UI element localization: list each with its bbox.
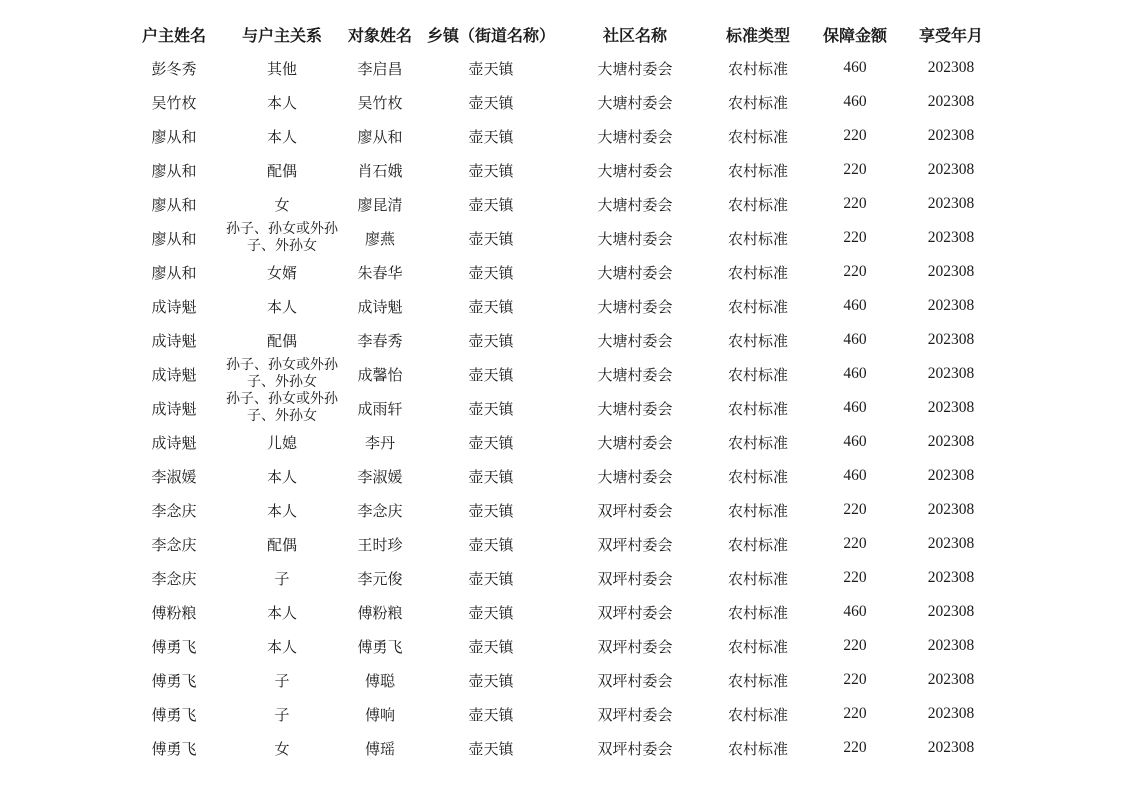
recipient-name-cell: 朱春华 [357, 263, 403, 282]
table-row [0, 119, 1122, 153]
town-cell: 壶天镇 [468, 365, 514, 384]
community-cell: 大塘村委会 [597, 297, 673, 316]
household-head-cell: 成诗魁 [151, 365, 197, 384]
amount-cell: 220 [843, 263, 867, 280]
table-row [0, 561, 1122, 595]
household-head-cell: 廖从和 [151, 229, 197, 248]
relationship-cell: 子 [274, 569, 290, 588]
month-cell: 202308 [927, 739, 975, 756]
community-cell: 大塘村委会 [597, 93, 673, 112]
month-cell: 202308 [927, 705, 975, 722]
table-row [0, 493, 1122, 527]
month-cell: 202308 [927, 467, 975, 484]
household-head-cell: 廖从和 [151, 161, 197, 180]
month-cell: 202308 [927, 569, 975, 586]
household-head-cell: 李淑媛 [151, 467, 197, 486]
relationship-cell: 本人 [266, 637, 297, 656]
household-head-cell: 成诗魁 [151, 297, 197, 316]
town-cell: 壶天镇 [468, 263, 514, 282]
header-month: 享受年月 [918, 25, 983, 45]
amount-cell: 460 [843, 297, 867, 314]
table-row [0, 731, 1122, 765]
standard-type-cell: 农村标准 [727, 467, 788, 486]
header-relationship: 与户主关系 [241, 25, 322, 45]
recipient-name-cell: 傅响 [364, 705, 395, 724]
table-row [0, 323, 1122, 357]
table-row [0, 425, 1122, 459]
relationship-cell: 其他 [266, 59, 297, 78]
recipient-name-cell: 傅粉粮 [357, 603, 403, 622]
month-cell: 202308 [927, 399, 975, 416]
community-cell: 双坪村委会 [597, 739, 673, 758]
town-cell: 壶天镇 [468, 603, 514, 622]
community-cell: 双坪村委会 [597, 569, 673, 588]
table-row [0, 221, 1122, 255]
standard-type-cell: 农村标准 [727, 501, 788, 520]
community-cell: 双坪村委会 [597, 535, 673, 554]
recipient-name-cell: 吴竹枚 [357, 93, 403, 112]
household-head-cell: 成诗魁 [151, 433, 197, 452]
household-head-cell: 廖从和 [151, 195, 197, 214]
standard-type-cell: 农村标准 [727, 637, 788, 656]
community-cell: 大塘村委会 [597, 399, 673, 418]
standard-type-cell: 农村标准 [727, 739, 788, 758]
household-head-cell: 彭冬秀 [151, 59, 197, 78]
town-cell: 壶天镇 [468, 93, 514, 112]
standard-type-cell: 农村标准 [727, 603, 788, 622]
relationship-cell: 本人 [266, 603, 297, 622]
recipient-name-cell: 傅勇飞 [357, 637, 403, 656]
recipient-name-cell: 廖昆清 [357, 195, 403, 214]
table-row [0, 357, 1122, 391]
recipient-name-cell: 李元俊 [357, 569, 403, 588]
town-cell: 壶天镇 [468, 195, 514, 214]
amount-cell: 220 [843, 569, 867, 586]
relationship-cell: 子 [274, 671, 290, 690]
amount-cell: 460 [843, 399, 867, 416]
standard-type-cell: 农村标准 [727, 127, 788, 146]
table-row [0, 391, 1122, 425]
standard-type-cell: 农村标准 [727, 433, 788, 452]
household-head-cell: 廖从和 [151, 263, 197, 282]
recipient-name-cell: 李启昌 [357, 59, 403, 78]
standard-type-cell: 农村标准 [727, 263, 788, 282]
standard-type-cell: 农村标准 [727, 331, 788, 350]
standard-type-cell: 农村标准 [727, 399, 788, 418]
recipient-name-cell: 李春秀 [357, 331, 403, 350]
household-head-cell: 李念庆 [151, 501, 197, 520]
month-cell: 202308 [927, 297, 975, 314]
amount-cell: 460 [843, 467, 867, 484]
community-cell: 大塘村委会 [597, 59, 673, 78]
month-cell: 202308 [927, 365, 975, 382]
town-cell: 壶天镇 [468, 739, 514, 758]
table-row [0, 527, 1122, 561]
relationship-cell: 配偶 [266, 161, 297, 180]
recipient-name-cell: 肖石娥 [357, 161, 403, 180]
town-cell: 壶天镇 [468, 331, 514, 350]
table-row [0, 289, 1122, 323]
town-cell: 壶天镇 [468, 671, 514, 690]
town-cell: 壶天镇 [468, 433, 514, 452]
standard-type-cell: 农村标准 [727, 59, 788, 78]
month-cell: 202308 [927, 59, 975, 76]
month-cell: 202308 [927, 331, 975, 348]
month-cell: 202308 [927, 263, 975, 280]
community-cell: 双坪村委会 [597, 705, 673, 724]
relationship-cell: 女 [274, 739, 290, 758]
town-cell: 壶天镇 [468, 127, 514, 146]
standard-type-cell: 农村标准 [727, 297, 788, 316]
amount-cell: 220 [843, 161, 867, 178]
community-cell: 大塘村委会 [597, 161, 673, 180]
community-cell: 大塘村委会 [597, 195, 673, 214]
month-cell: 202308 [927, 501, 975, 518]
amount-cell: 220 [843, 127, 867, 144]
relationship-cell: 女婿 [266, 263, 297, 282]
table-header [0, 17, 1122, 51]
amount-cell: 220 [843, 739, 867, 756]
household-head-cell: 李念庆 [151, 535, 197, 554]
table-row [0, 153, 1122, 187]
recipient-name-cell: 李淑媛 [357, 467, 403, 486]
household-head-cell: 傅粉粮 [151, 603, 197, 622]
community-cell: 大塘村委会 [597, 331, 673, 350]
town-cell: 壶天镇 [468, 161, 514, 180]
recipient-name-cell: 傅瑶 [364, 739, 395, 758]
relationship-cell: 孙子、孙女或外孙子、外孙女 [226, 221, 338, 254]
amount-cell: 220 [843, 671, 867, 688]
standard-type-cell: 农村标准 [727, 195, 788, 214]
amount-cell: 460 [843, 433, 867, 450]
relationship-cell: 子 [274, 705, 290, 724]
relationship-cell: 本人 [266, 501, 297, 520]
table-row [0, 459, 1122, 493]
month-cell: 202308 [927, 229, 975, 246]
standard-type-cell: 农村标准 [727, 705, 788, 724]
town-cell: 壶天镇 [468, 535, 514, 554]
recipient-name-cell: 廖从和 [357, 127, 403, 146]
community-cell: 双坪村委会 [597, 603, 673, 622]
standard-type-cell: 农村标准 [727, 671, 788, 690]
header-recipient-name: 对象姓名 [347, 25, 412, 45]
month-cell: 202308 [927, 637, 975, 654]
table-row [0, 187, 1122, 221]
table-row [0, 51, 1122, 85]
recipient-name-cell: 成馨怡 [357, 365, 403, 384]
amount-cell: 460 [843, 365, 867, 382]
table-row [0, 629, 1122, 663]
recipient-name-cell: 廖燕 [364, 229, 395, 248]
header-town: 乡镇（街道名称） [426, 25, 555, 45]
recipient-name-cell: 李念庆 [357, 501, 403, 520]
month-cell: 202308 [927, 127, 975, 144]
recipient-name-cell: 王时珍 [357, 535, 403, 554]
header-standard-type: 标准类型 [725, 25, 790, 45]
month-cell: 202308 [927, 433, 975, 450]
household-head-cell: 傅勇飞 [151, 739, 197, 758]
table-row [0, 85, 1122, 119]
relationship-cell: 本人 [266, 127, 297, 146]
standard-type-cell: 农村标准 [727, 229, 788, 248]
amount-cell: 460 [843, 93, 867, 110]
recipient-name-cell: 傅聪 [364, 671, 395, 690]
community-cell: 大塘村委会 [597, 365, 673, 384]
standard-type-cell: 农村标准 [727, 365, 788, 384]
header-household-head: 户主姓名 [141, 25, 206, 45]
table-row [0, 697, 1122, 731]
amount-cell: 460 [843, 59, 867, 76]
town-cell: 壶天镇 [468, 59, 514, 78]
relationship-cell: 女 [274, 195, 290, 214]
community-cell: 大塘村委会 [597, 229, 673, 248]
relationship-cell: 本人 [266, 93, 297, 112]
community-cell: 大塘村委会 [597, 263, 673, 282]
community-cell: 大塘村委会 [597, 433, 673, 452]
table-row [0, 663, 1122, 697]
month-cell: 202308 [927, 161, 975, 178]
relationship-cell: 本人 [266, 297, 297, 316]
recipient-name-cell: 成雨轩 [357, 399, 403, 418]
community-cell: 双坪村委会 [597, 671, 673, 690]
amount-cell: 460 [843, 331, 867, 348]
town-cell: 壶天镇 [468, 569, 514, 588]
relationship-cell: 孙子、孙女或外孙子、外孙女 [226, 391, 338, 424]
relationship-cell: 配偶 [266, 535, 297, 554]
town-cell: 壶天镇 [468, 501, 514, 520]
standard-type-cell: 农村标准 [727, 161, 788, 180]
community-cell: 双坪村委会 [597, 637, 673, 656]
town-cell: 壶天镇 [468, 399, 514, 418]
standard-type-cell: 农村标准 [727, 93, 788, 112]
town-cell: 壶天镇 [468, 637, 514, 656]
household-head-cell: 成诗魁 [151, 331, 197, 350]
town-cell: 壶天镇 [468, 705, 514, 724]
amount-cell: 220 [843, 705, 867, 722]
relationship-cell: 儿媳 [266, 433, 297, 452]
amount-cell: 220 [843, 535, 867, 552]
town-cell: 壶天镇 [468, 297, 514, 316]
month-cell: 202308 [927, 93, 975, 110]
header-community: 社区名称 [602, 25, 667, 45]
table-row [0, 255, 1122, 289]
relationship-cell: 孙子、孙女或外孙子、外孙女 [226, 357, 338, 390]
month-cell: 202308 [927, 195, 975, 212]
household-head-cell: 吴竹枚 [151, 93, 197, 112]
household-head-cell: 傅勇飞 [151, 671, 197, 690]
month-cell: 202308 [927, 603, 975, 620]
community-cell: 大塘村委会 [597, 467, 673, 486]
community-cell: 双坪村委会 [597, 501, 673, 520]
household-head-cell: 傅勇飞 [151, 637, 197, 656]
amount-cell: 220 [843, 229, 867, 246]
relationship-cell: 本人 [266, 467, 297, 486]
household-head-cell: 傅勇飞 [151, 705, 197, 724]
household-head-cell: 李念庆 [151, 569, 197, 588]
standard-type-cell: 农村标准 [727, 569, 788, 588]
household-head-cell: 廖从和 [151, 127, 197, 146]
amount-cell: 220 [843, 501, 867, 518]
recipient-name-cell: 成诗魁 [357, 297, 403, 316]
standard-type-cell: 农村标准 [727, 535, 788, 554]
table-row [0, 595, 1122, 629]
header-amount: 保障金额 [822, 25, 887, 45]
town-cell: 壶天镇 [468, 229, 514, 248]
month-cell: 202308 [927, 535, 975, 552]
amount-cell: 220 [843, 195, 867, 212]
community-cell: 大塘村委会 [597, 127, 673, 146]
amount-cell: 460 [843, 603, 867, 620]
recipient-name-cell: 李丹 [364, 433, 395, 452]
amount-cell: 220 [843, 637, 867, 654]
household-head-cell: 成诗魁 [151, 399, 197, 418]
relationship-cell: 配偶 [266, 331, 297, 350]
month-cell: 202308 [927, 671, 975, 688]
town-cell: 壶天镇 [468, 467, 514, 486]
